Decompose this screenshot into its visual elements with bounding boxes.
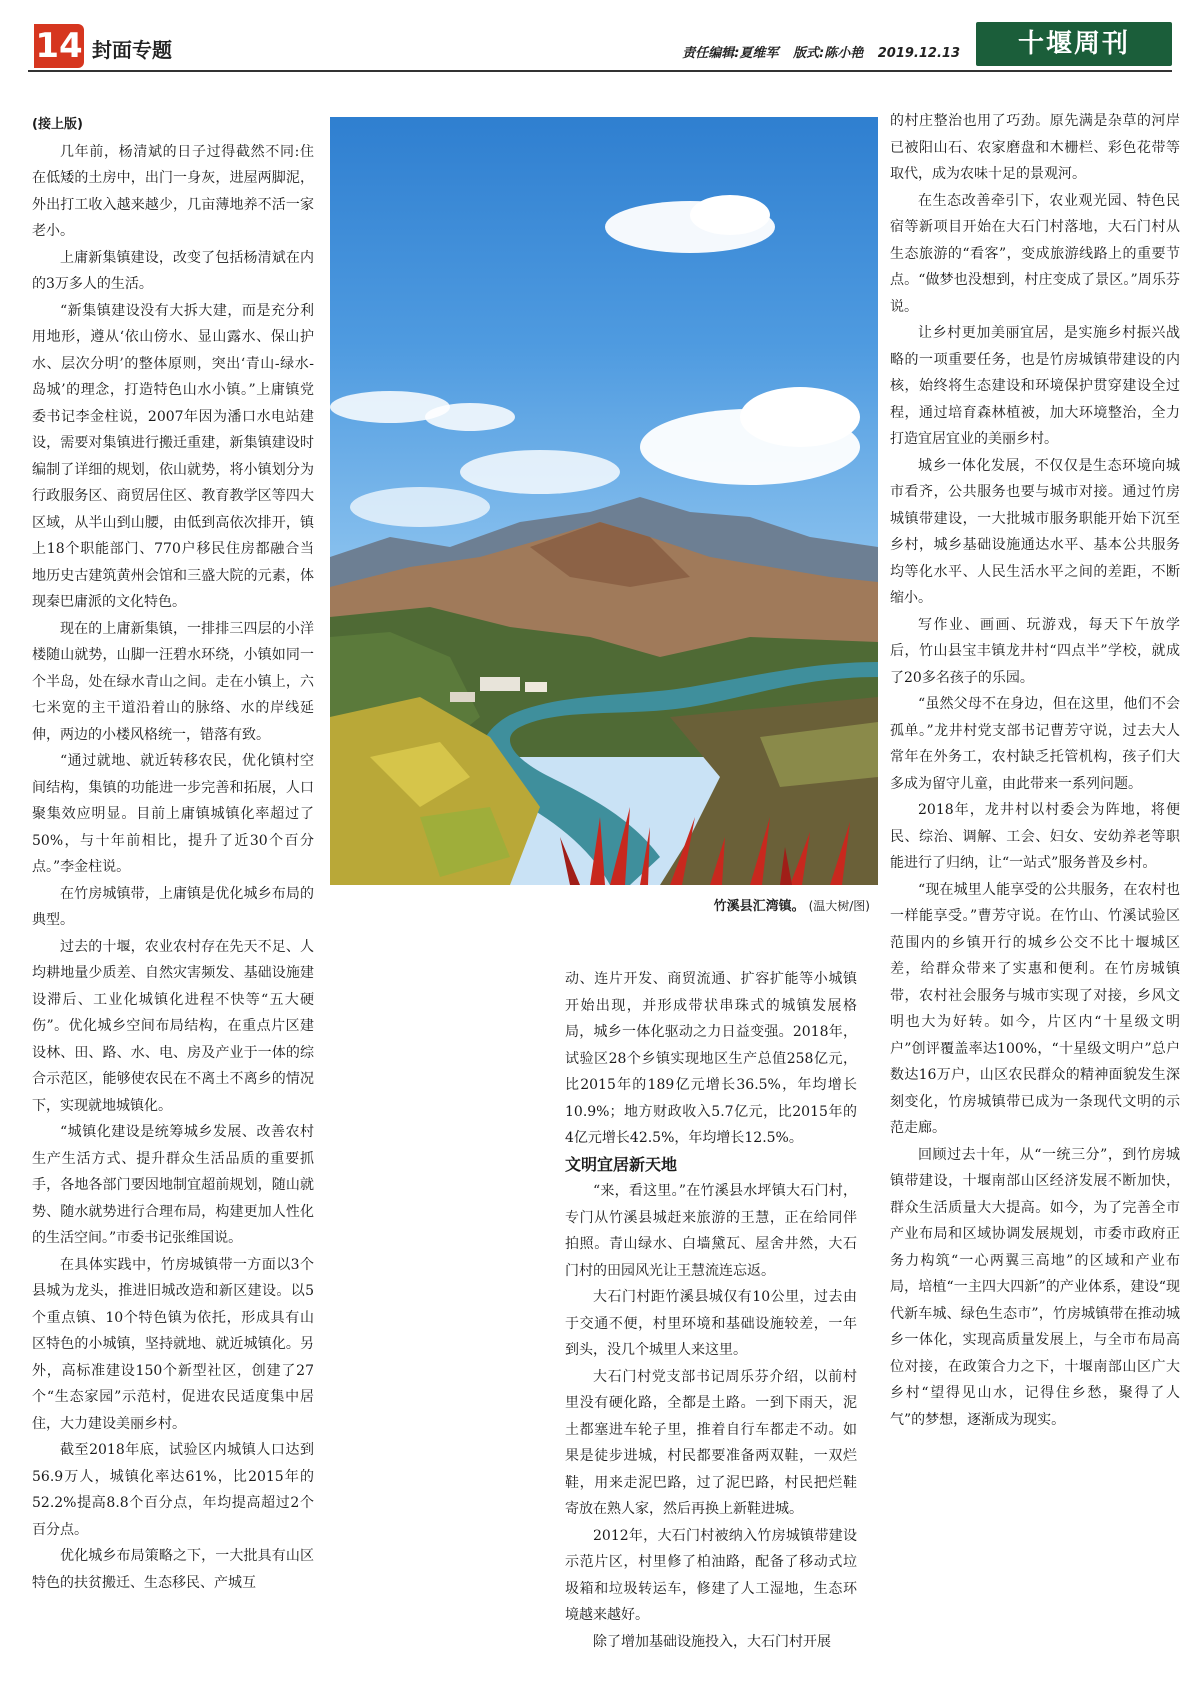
paragraph: 在具体实践中，竹房城镇带一方面以3个县城为龙头，推进旧城改造和新区建设。以5个重点镇、10个特色镇为依托，形成具有山区特色的小城镇，坚持就地、就近城镇化。另外，高标准建设150个新型社区，创建了27个“生态家园”示范村，促进农民适度集中居住，大力建设美丽乡村。 [32,1256,314,1432]
paragraph: 2018年，龙井村以村委会为阵地，将便民、综治、调解、工会、妇女、安幼养老等职能进行了归纳，让“一站式”服务普及乡村。 [890,802,1180,871]
photo-illustration [330,117,878,885]
paragraph: 在竹房城镇带，上庸镇是优化城乡布局的典型。 [32,885,314,928]
continued-marker: (接上版) [32,117,83,132]
paragraph: 动、连片开发、商贸流通、扩容扩能等小城镇开始出现，并形成带状串珠式的城镇发展格局，城乡一体化驱动之力日益变强。2018年，试验区28个乡镇实现地区生产总值258亿元，比2015年的189亿元增长36.5%，年均增长10.9%；地方财政收入5.7亿元，比2015年的4亿元增长42.5%，年均增长12.5%。 [565,971,857,1146]
paragraph: 除了增加基础设施投入，大石门村开展 [593,1633,831,1650]
paragraph: 城乡一体化发展，不仅仅是生态环境向城市看齐，公共服务也要与城市对接。通过竹房城镇带建设，一大批城市服务职能开始下沉至乡村，城乡基础设施通达水平、基本公共服务均等化水平、人民生活水平之间的差距，不断缩小。 [890,457,1180,606]
article-column-1 [32,112,314,1692]
paragraph: 优化城乡布局策略之下，一大批具有山区特色的扶贫搬迁、生态移民、产城互 [32,1548,314,1591]
section-title: 封面专题 [92,38,172,62]
paragraph: 截至2018年底，试验区内城镇人口达到56.9万人，城镇化率达61%，比2015年的52.2%提高8.8个百分点，年均提高超过2个百分点。 [32,1442,314,1538]
paragraph: 回顾过去十年，从“一统三分”，到竹房城镇带建设，十堰南部山区经济发展不断加快，群众生活质量大大提高。如今，为了完善全市产业布局和区域协调发展规划，市委市政府正务力构筑“一心两翼三高地”的区域和产业布局，培植“一主四大四新”的产业体系，建设“现代新车城、绿色生态市”，竹房城镇带在推动城乡一体化，实现高质量发展上，与全市布局高位对接，在政策合力之下，十堰南部山区广大乡村“望得见山水，记得住乡愁，聚得了人气”的梦想，逐渐成为现实。 [890,1146,1180,1428]
paragraph: “虽然父母不在身边，但在这里，他们不会孤单。”龙井村党支部书记曹芳守说，过去大人常年在外务工，农村缺乏托管机构，孩子们大多成为留守儿童，由此带来一系列问题。 [890,696,1180,792]
layout-designer: 版式:陈小艳 [793,46,864,61]
paragraph: 写作业、画画、玩游戏，每天下午放学后，竹山县宝丰镇龙井村“四点半”学校，就成了20多名孩子的乐园。 [890,616,1180,686]
paragraph: “来，看这里。”在竹溪县水坪镇大石门村，专门从竹溪县城赶来旅游的王慧，正在给同伴拍照。青山绿水、白墙黛瓦、屋舍井然，大石门村的田园风光让王慧流连忘返。 [565,1183,857,1279]
paragraph: “通过就地、就近转移农民，优化镇村空间结构，集镇的功能进一步完善和拓展，人口聚集效应明显。目前上庸镇城镇化率超过了50%，与十年前相比，提升了近30个百分点。”李金柱说。 [32,753,314,875]
photo-credit: (温大树/图) [808,899,870,913]
paragraph: 2012年，大石门村被纳入竹房城镇带建设示范片区，村里修了柏油路，配备了移动式垃圾箱和垃圾转运车，修建了人工湿地，生态环境越来越好。 [565,1527,857,1623]
paragraph: 的村庄整治也用了巧劲。原先满是杂草的河岸已被阳山石、农家磨盘和木栅栏、彩色花带等取代，成为农味十足的景观河。 [890,113,1180,182]
paragraph: 过去的十堰，农业农村存在先天不足、人均耕地量少质差、自然灾害频发、基础设施建设滞后、工业化城镇化进程不快等“五大硬伤”。优化城乡空间布局结构，在重点片区建设林、田、路、水、电、房及产业于一体的综合示范区，能够使农民在不离土不离乡的情况下，实现就地城镇化。 [32,938,314,1114]
paragraph: “现在城里人能享受的公共服务，在农村也一样能享受。”曹芳守说。在竹山、竹溪试验区范围内的乡镇开行的城乡公交不比十堰城区差，给群众带来了实惠和便利。在竹房城镇带，农村社会服务与城市实现了对接，乡风文明也大为好转。如今，片区内“十星级文明户”创评覆盖率达100%，“十星级文明户”总户数达16万户，山区农民群众的精神面貌发生深刻变化，竹房城镇带已成为一条现代文明的示范走廊。 [890,881,1180,1136]
article-column-2 [565,966,857,1692]
editor-name: 责任编辑:夏维军 [682,46,779,61]
caption-text: 竹溪县汇湾镇。 [713,899,805,914]
paragraph: 大石门村距竹溪县城仅有10公里，过去由于交通不便，村里环境和基础设施较差，一年到头，没几个城里人来这里。 [565,1289,857,1358]
paragraph: 让乡村更加美丽宜居，是实施乡村振兴战略的一项重要任务，也是竹房城镇带建设的内核，始终将生态建设和环境保护贯穿建设全过程，通过培育森林植被，加大环境整治，全力打造宜居宜业的美丽乡村。 [890,325,1180,447]
article-column-3 [890,108,1180,1688]
paragraph: “新集镇建设没有大拆大建，而是充分利用地形，遵从‘依山傍水、显山露水、保山护水、层次分明’的整体原则，突出‘青山-绿水-岛城’的理念，打造特色山水小镇。”上庸镇党委书记李金柱说，2007年因为潘口水电站建设，需要对集镇进行搬迁重建，新集镇建设时编制了详细的规划，依山就势，将小镇划分为行政服务区、商贸居住区、教育教学区等四大区域，从半山到山腰，由低到高依次排开，镇上18个职能部门、770户移民住房都融合当地历史古建筑黄州会馆和三盛大院的元素，体现秦巴庸派的文化特色。 [32,302,314,610]
paragraph: 上庸新集镇建设，改变了包括杨清斌在内的3万多人的生活。 [32,249,314,292]
paragraph: 大石门村党支部书记周乐芬介绍，以前村里没有硬化路，全都是土路。一到下雨天，泥土都塞进车轮子里，推着自行车都走不动。如果是徒步进城，村民都要准备两双鞋，一双烂鞋，用来走泥巴路，过了泥巴路，村民把烂鞋寄放在熟人家，然后再换上新鞋进城。 [565,1368,857,1517]
paragraph: 现在的上庸新集镇，一排排三四层的小洋楼随山就势，山脚一汪碧水环绕，小镇如同一个半岛，处在绿水青山之间。走在小镇上，六七米宽的主干道沿着山的脉络、水的岸线延伸，两边的小楼风格统一，错落有致。 [32,620,314,743]
page-header [28,22,1172,70]
landscape-photo [330,117,878,885]
paragraph: 几年前，杨清斌的日子过得截然不同:住在低矮的土房中，出门一身灰，进屋两脚泥，外出打工收入越来越少，几亩薄地养不活一家老小。 [32,143,314,239]
masthead-logo: 十堰周刊 [976,22,1172,66]
editor-credits [672,42,960,61]
paragraph: 在生态改善牵引下，农业观光园、特色民宿等新项目开始在大石门村落地，大石门村从生态旅游的“看客”，变成旅游线路上的重要节点。“做梦也没想到，村庄变成了景区。”周乐芬说。 [890,192,1180,315]
header-divider [28,70,1172,72]
paragraph: “城镇化建设是统筹城乡发展、改善农村生产生活方式、提升群众生活品质的重要抓手，各地各部门要因地制宜超前规划，随山就势、随水就势进行合理布局，构建更加人性化的生活空间。”市委书记张维国说。 [32,1124,314,1246]
page-number: 14 [35,26,83,66]
issue-date: 2019.12.13 [877,46,960,61]
section-subheading: 文明宜居新天地 [565,1154,678,1174]
photo-caption [330,895,870,914]
